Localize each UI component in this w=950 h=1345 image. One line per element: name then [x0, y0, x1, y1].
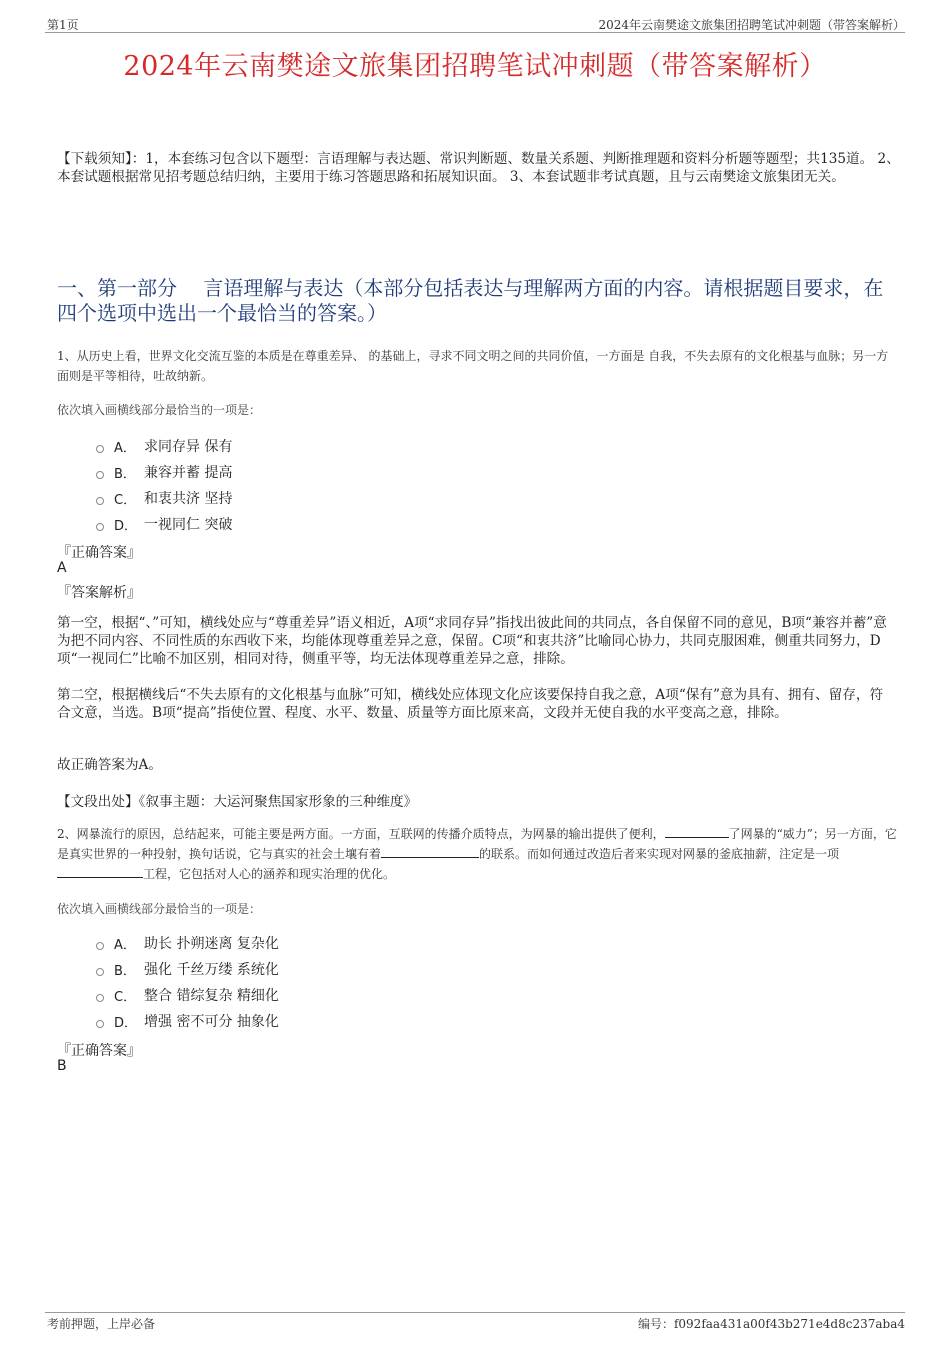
question-2-option-c[interactable]: C． 整合 错综复杂 精细化: [96, 982, 279, 1008]
question-1-analysis-1: 第一空，根据“、”可知，横线处应与“尊重差异”语义相近，A项“求同存异”指找出彼此间的共同点，各自保留不同的意见，B项“兼容并蓄”意为把不同内容、不同性质的东西收下来，均能体现尊重差异之意，保留。C项“和衷共济”比喻同心协力，共同克服困难，侧重共同努力，D项“一视同仁”比喻不加区别，相同对待，侧重平等，均无法体现尊重差异之意，排除。: [57, 615, 887, 667]
question-2-options: [96, 930, 279, 1034]
question-1-conclusion: 故正确答案为A。: [57, 757, 162, 773]
blank-1: [665, 825, 729, 838]
radio-icon[interactable]: [96, 942, 104, 950]
section-title: 一、第一部分 言语理解与表达（本部分包括表达与理解两方面的内容。请根据题目要求，在四个选项中选出一个最恰当的答案。）: [57, 276, 884, 325]
blank-2: [381, 845, 479, 858]
radio-icon[interactable]: [96, 445, 104, 453]
question-1-answer: A: [57, 560, 67, 576]
question-2-option-a[interactable]: A． 助长 扑朔迷离 复杂化: [96, 930, 279, 956]
radio-icon[interactable]: [96, 968, 104, 976]
radio-icon[interactable]: [96, 497, 104, 505]
footer-serial: 编号：f092faa431a00f43b271e4d8c237aba4: [637, 1317, 905, 1331]
radio-icon[interactable]: [96, 1020, 104, 1028]
question-1-stem: 1、从历史上看，世界文化交流互鉴的本质是在尊重差异、 的基础上，寻求不同文明之间的共同价值，一方面是 自我，不失去原有的文化根基与血脉；另一方面则是平等相待，吐故纳新。: [57, 349, 889, 383]
question-2-stem: 2、网暴流行的原因，总结起来，可能主要是两方面。一方面，互联网的传播介质特点，为网暴的输出提供了便利， 了网暴的“威力”；另一方面，它是真实世界的一种投射，换句话说，它与真实的社会土壤有着 的联系。而如何通过改造后者来实现对网暴的釜底抽薪，注定是一项工程，它包括对人心的涵养和现实治理的优化。: [57, 827, 897, 881]
question-1-option-c[interactable]: C． 和衷共济 坚持: [96, 485, 232, 511]
header-doc-title: 2024年云南樊途文旅集团招聘笔试冲刺题（带答案解析）: [598, 18, 905, 32]
question-1-option-a[interactable]: A． 求同存异 保有: [96, 433, 232, 459]
question-1-options: [96, 433, 232, 537]
question-2-option-b[interactable]: B． 强化 千丝万缕 系统化: [96, 956, 279, 982]
question-1-analysis-2: 第二空，根据横线后“不失去原有的文化根基与血脉”可知，横线处应体现文化应该要保持自我之意，A项“保有”意为具有、拥有、留存，符合文意，当选。B项“提高”指使位置、程度、水平、数量、质量等方面比原来高，文段并无使自我的水平变高之意，排除。: [57, 687, 884, 721]
question-2-instruction: 依次填入画横线部分最恰当的一项是：: [57, 902, 262, 916]
question-1-option-d[interactable]: D． 一视同仁 突破: [96, 511, 232, 537]
question-2-option-d[interactable]: D． 增强 密不可分 抽象化: [96, 1008, 279, 1034]
question-1-instruction: 依次填入画横线部分最恰当的一项是：: [57, 403, 262, 417]
radio-icon[interactable]: [96, 994, 104, 1002]
question-1-source: 【文段出处】《叙事主题：大运河聚焦国家形象的三种维度》: [57, 794, 418, 810]
page-title: 2024年云南樊途文旅集团招聘笔试冲刺题（带答案解析）: [123, 51, 827, 82]
question-1-option-b[interactable]: B． 兼容并蓄 提高: [96, 459, 232, 485]
question-1-analysis-label: 『答案解析』: [57, 585, 141, 601]
blank-3: [57, 865, 143, 878]
question-2-answer: B: [57, 1058, 67, 1074]
header-page-label: 第1页: [47, 18, 79, 32]
footer-divider: [45, 1312, 905, 1313]
radio-icon[interactable]: [96, 471, 104, 479]
footer-slogan: 考前押题，上岸必备: [47, 1317, 156, 1331]
question-1-answer-label: 『正确答案』: [57, 545, 141, 561]
download-notice: 【下载须知】：1，本套练习包含以下题型：言语理解与表达题、常识判断题、数量关系题、判断推理题和资料分析题等题型；共135道。 2、本套试题根据常见招考题总结归纳，主要用于练习答题思路和拓展知识面。 3、本套试题非考试真题，且与云南樊途文旅集团无关。: [57, 151, 900, 185]
header-divider: [45, 32, 905, 33]
question-2-answer-label: 『正确答案』: [57, 1043, 141, 1059]
radio-icon[interactable]: [96, 523, 104, 531]
